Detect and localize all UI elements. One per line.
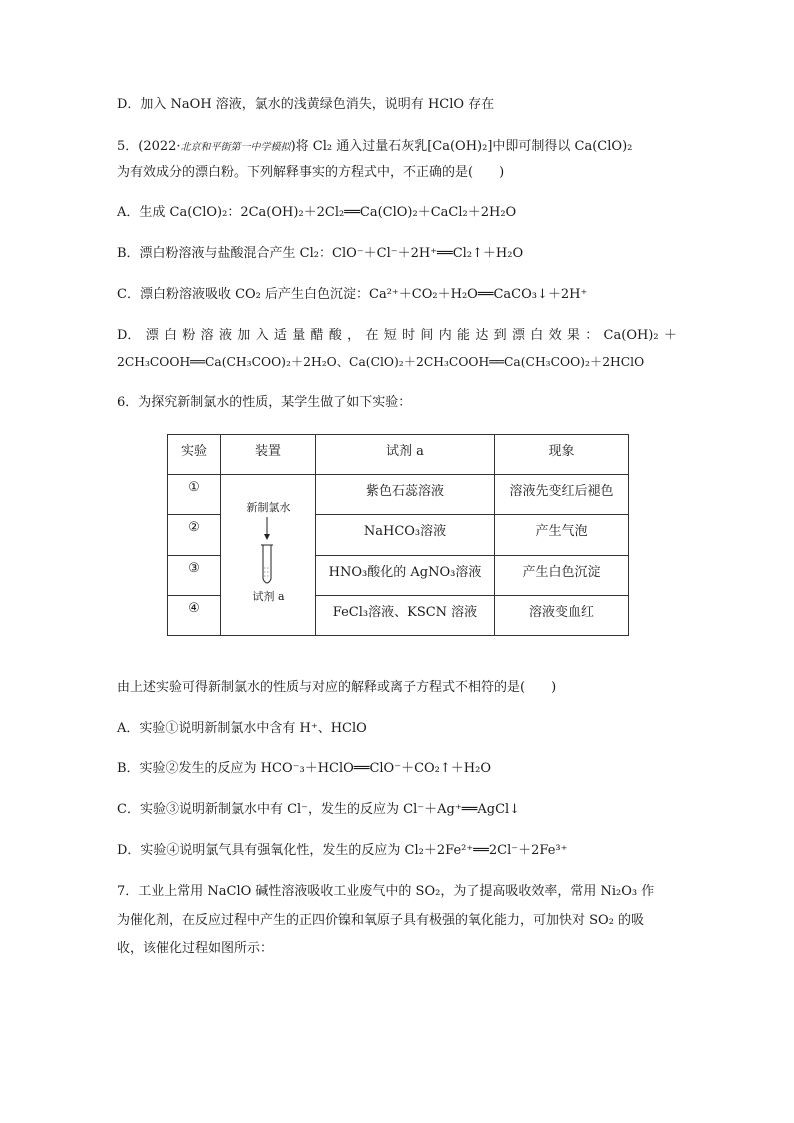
q5-source: 北京和平街第一中学模拟 <box>180 142 291 153</box>
q5-option-d-char: 达 <box>475 328 489 343</box>
phenomenon-cell: 溶液先变红后褪色 <box>495 475 629 515</box>
q5-option-d-char: 溶 <box>200 328 214 343</box>
q5-option-d-char: 在 <box>365 328 379 343</box>
q5-option-d-char: 间 <box>420 328 434 343</box>
q5-option-d-char: 时 <box>402 328 416 343</box>
phenomenon-cell: 溶液变血红 <box>495 595 629 635</box>
q7-stem-line2: 为催化剂，在反应过程中产生的正四价镍和氧原子具有极强的氧化能力，可加快对 SO₂ 的吸 <box>117 913 645 928</box>
apparatus-diagram <box>221 475 316 635</box>
q5-option-d-line2: 2CH₃COOH══Ca(CH₃COO)₂＋2H₂O、Ca(ClO)₂＋2CH₃COOH══Ca(CH₃COO)₂＋2HClO <box>117 355 645 369</box>
q5-stem-text: )将 Cl₂ 通入过量石灰乳[Ca(OH)₂]中即可制得以 Ca(ClO)₂ <box>290 139 633 154</box>
experiment-table <box>167 434 629 636</box>
q5-option-d-char: 果 <box>566 328 580 343</box>
q5-option-d-char: 能 <box>457 328 471 343</box>
q5-option-d-char: 漂 <box>511 328 525 343</box>
exp-number: ④ <box>168 595 221 635</box>
q5-option-b: B．漂白粉溶液与盐酸混合产生 Cl₂：ClO⁻＋Cl⁻＋2H⁺══Cl₂↑＋H₂O <box>117 246 524 261</box>
q5-option-d-char: 量 <box>292 328 306 343</box>
header-cell: 实验 <box>168 435 221 475</box>
q5-option-d-char: Ca(OH)₂ <box>603 328 659 343</box>
reagent-cell: NaHCO₃溶液 <box>316 515 495 555</box>
q5-stem-line1 <box>117 138 632 157</box>
q5-option-d-char: 液 <box>218 328 232 343</box>
reagent-cell: HNO₃酸化的 AgNO₃溶液 <box>316 555 495 595</box>
q5-option-d-char: 入 <box>255 328 269 343</box>
q5-number: 5．( <box>117 139 144 154</box>
q5-year: 2022· <box>143 139 181 154</box>
q5-option-d-char: 效 <box>548 328 562 343</box>
exp-number: ① <box>168 475 221 515</box>
apparatus-cell <box>221 475 316 636</box>
table-header-row <box>168 435 629 475</box>
q5-option-d-char: ＋ <box>663 328 677 343</box>
q5-option-d-char: 到 <box>493 328 507 343</box>
q5-option-d-char: 白 <box>530 328 544 343</box>
q7-stem-line3: 收，该催化过程如图所示： <box>117 941 274 956</box>
apparatus-label-bottom: 试剂 a <box>252 590 285 603</box>
q5-option-a: A．生成 Ca(ClO)₂：2Ca(OH)₂＋2Cl₂══Ca(ClO)₂＋CaCl₂＋2H₂O <box>117 205 517 220</box>
q7-stem-line1: 7．工业上常用 NaClO 碱性溶液吸收工业废气中的 SO₂，为了提高吸收效率，常用 Ni₂O₃ 作 <box>117 884 655 899</box>
q5-stem-line2: 为有效成分的漂白粉。下列解释事实的方程式中，不正确的是( ) <box>117 165 505 180</box>
header-cell: 试剂 a <box>316 435 495 475</box>
q5-option-d-char: ： <box>585 328 599 343</box>
phenomenon-cell: 产生气泡 <box>495 515 629 555</box>
q5-option-d-char: 醋 <box>310 328 324 343</box>
test-tube-icon <box>221 475 316 635</box>
q5-option-d-char: 短 <box>383 328 397 343</box>
q6-option-d: D．实验④说明氯气具有强氧化性，发生的反应为 Cl₂＋2Fe²⁺══2Cl⁻＋2Fe³⁺ <box>117 843 568 858</box>
q6-option-c: C．实验③说明新制氯水中有 Cl⁻，发生的反应为 Cl⁻＋Ag⁺══AgCl↓ <box>117 802 521 817</box>
apparatus-label-top: 新制氯水 <box>246 501 291 514</box>
q6-stem: 6．为探究新制氯水的性质，某学生做了如下实验： <box>117 395 412 410</box>
q5-option-d-char: 白 <box>164 328 178 343</box>
q5-option-d-char: ， <box>347 328 361 343</box>
q5-option-d-line1 <box>117 327 677 345</box>
phenomenon-cell: 产生白色沉淀 <box>495 555 629 595</box>
q5-option-d-char: D． <box>117 328 141 343</box>
q6-option-b: B．实验②发生的反应为 HCO⁻₃＋HClO══ClO⁻＋CO₂↑＋H₂O <box>117 761 491 776</box>
q5-option-d-char: 内 <box>438 328 452 343</box>
header-cell: 现象 <box>495 435 629 475</box>
q6-option-a: A．实验①说明新制氯水中含有 H⁺、HClO <box>117 721 367 736</box>
q5-option-d-char: 粉 <box>182 328 196 343</box>
q5-option-d-char: 漂 <box>145 328 159 343</box>
q5-option-c: C．漂白粉溶液吸收 CO₂ 后产生白色沉淀：Ca²⁺＋CO₂＋H₂O══CaCO₃↓＋2H⁺ <box>117 287 588 302</box>
reagent-cell: FeCl₃溶液、KSCN 溶液 <box>316 595 495 635</box>
table-row <box>168 475 629 515</box>
exp-number: ③ <box>168 555 221 595</box>
header-cell: 装置 <box>221 435 316 475</box>
reagent-cell: 紫色石蕊溶液 <box>316 475 495 515</box>
exp-number: ② <box>168 515 221 555</box>
q5-option-d-char: 加 <box>237 328 251 343</box>
option-d-prev: D．加入 NaOH 溶液，氯水的浅黄绿色消失，说明有 HClO 存在 <box>117 97 495 112</box>
q5-option-d-char: 适 <box>273 328 287 343</box>
q6-question: 由上述实验可得新制氯水的性质与对应的解释或离子方程式不相符的是( ) <box>117 680 557 695</box>
q5-option-d-char: 酸 <box>328 328 342 343</box>
